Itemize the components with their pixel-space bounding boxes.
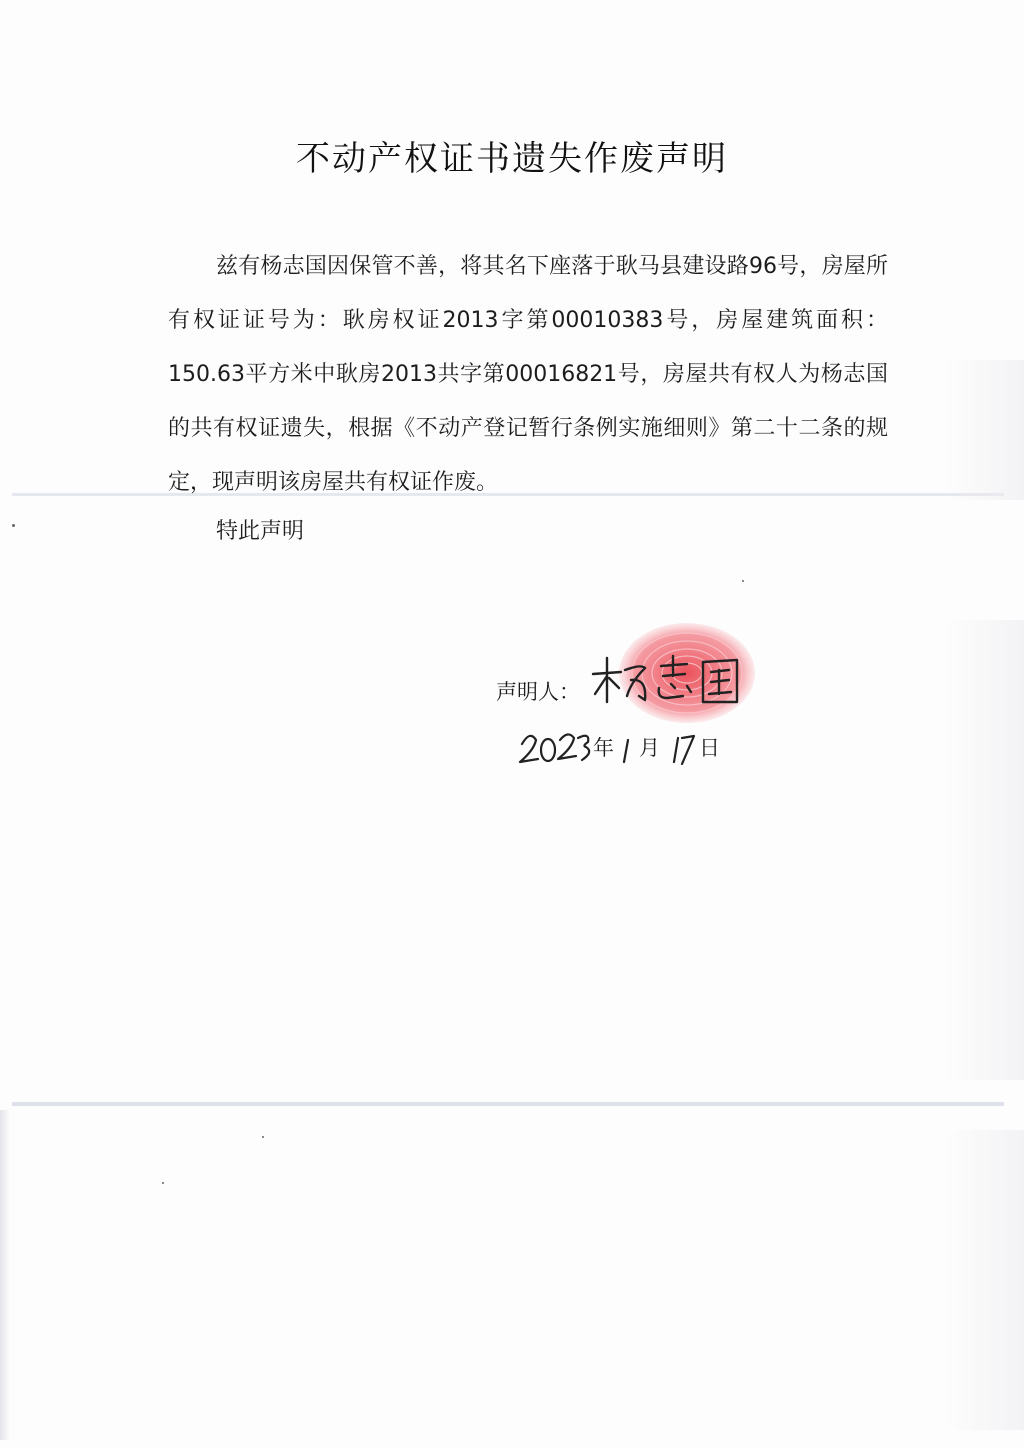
handwritten-signature	[587, 652, 757, 712]
date-year-suffix: 年	[593, 736, 614, 760]
scan-noise	[944, 360, 1024, 500]
declarant-label: 声明人：	[496, 680, 580, 704]
scan-speck	[262, 1136, 264, 1138]
scan-noise	[944, 620, 1024, 1080]
declaration-body: 兹有杨志国因保管不善，将其名下座落于耿马县建设路96号，房屋所有权证证号为：耿房权证2013字第00010383号，房屋建筑面积：150.63平方米中耿房2013共字第00016821号，房屋共有权人为杨志国的共有权证遗失，根据《不动产登记暂行条例实施细则》第二十二条的规定，现声明该房屋共有权证作废。	[168, 254, 888, 495]
date-month-suffix: 月	[639, 736, 660, 760]
scan-speck	[12, 524, 15, 527]
scan-artifact-line	[12, 1102, 1004, 1106]
date-day-suffix: 日	[699, 736, 720, 760]
document-title: 不动产权证书遗失作废声明	[296, 139, 728, 179]
scan-speck	[162, 1182, 164, 1184]
closing-statement: 特此声明	[216, 519, 305, 544]
scan-speck	[742, 580, 744, 582]
scan-noise	[944, 1130, 1024, 1430]
scan-noise	[0, 1110, 10, 1440]
